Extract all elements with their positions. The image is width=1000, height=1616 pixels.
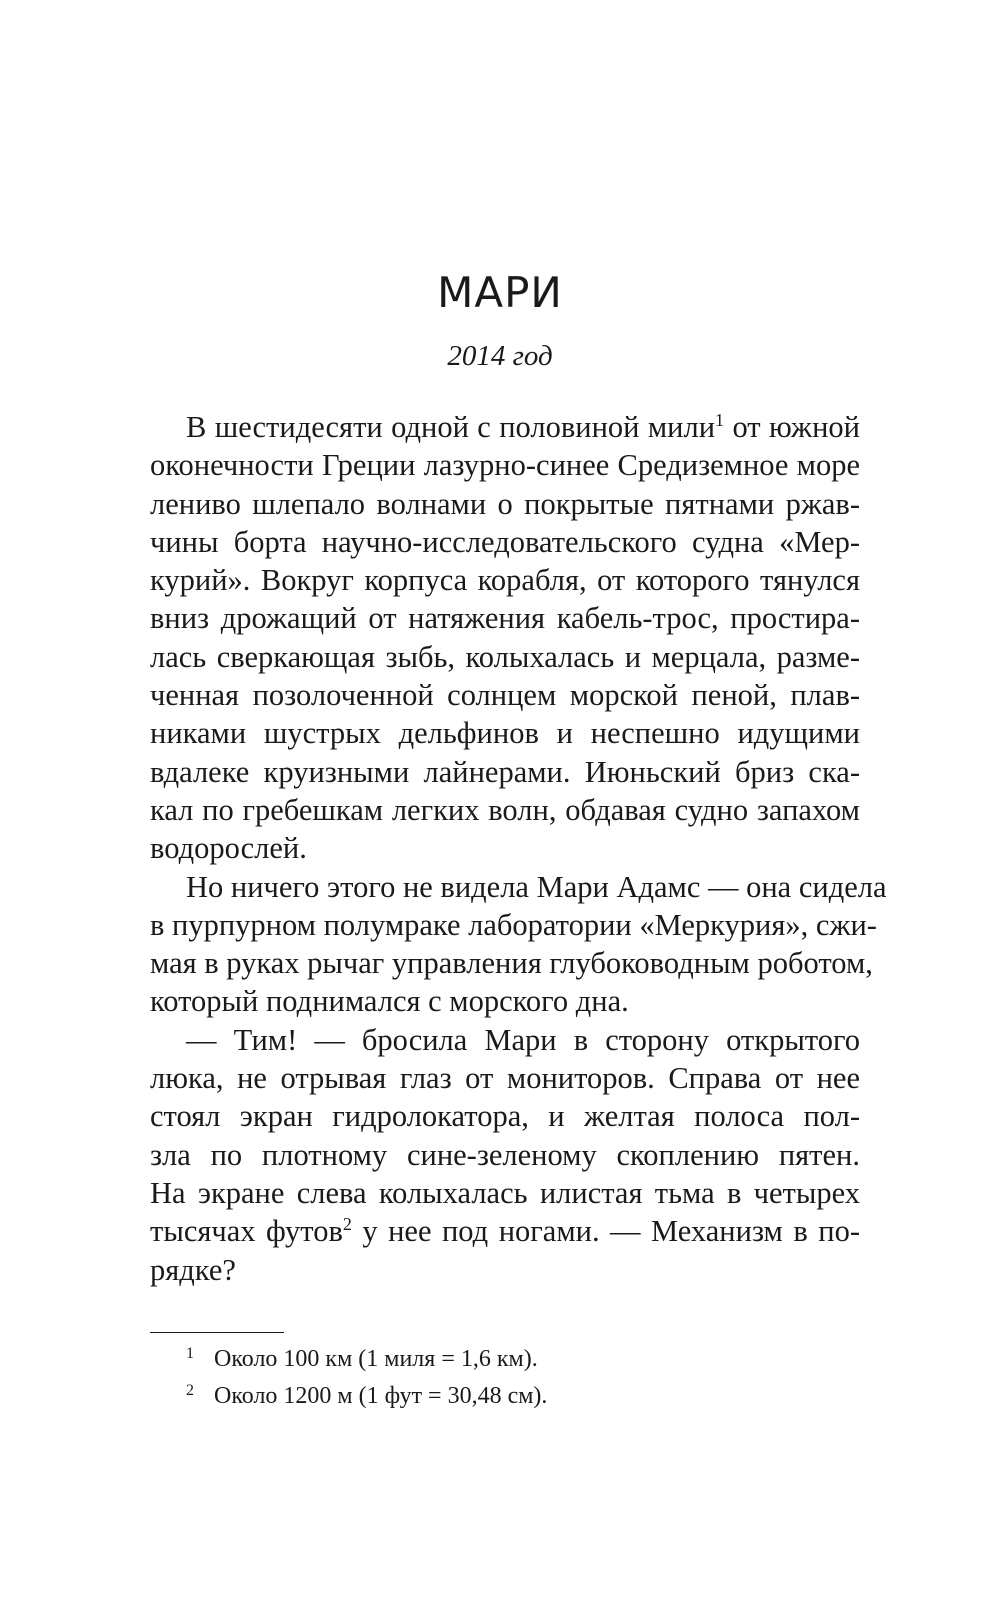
text-line: лениво шлепало волнами о покрытые пятнами ржав- xyxy=(150,486,860,521)
footnote xyxy=(150,1338,860,1375)
footnote-text: Около 100 км (1 миля = 1,6 км). xyxy=(214,1346,538,1372)
text-line: лась сверкающая зыбь, колыхалась и мерцала, разме- xyxy=(150,639,860,674)
footnote-number: 1 xyxy=(186,1345,194,1362)
paragraph xyxy=(150,408,860,868)
footnotes xyxy=(150,1338,860,1412)
text-line: — Тим! — бросила Мари в сторону открытого xyxy=(186,1022,860,1057)
text-line: в пурпурном полумраке лаборатории «Меркурия», сжи- xyxy=(150,907,877,942)
text-line: Но ничего этого не видела Мари Адамс — она сидела xyxy=(186,869,887,904)
footnote-text: Около 1200 м (1 фут = 30,48 см). xyxy=(214,1383,548,1409)
text-line: вниз дрожащий от натяжения кабель-трос, простира- xyxy=(150,601,860,636)
text-line: люка, не отрывая глаз от мониторов. Справа от нее xyxy=(150,1061,860,1096)
text-line: тысячах футов$^2$ у нее под ногами. — Механизм в по- xyxy=(150,1214,860,1249)
footnote-ref[interactable]: 1 xyxy=(715,409,725,430)
chapter-year: 2014 год xyxy=(447,340,553,372)
footnote xyxy=(150,1375,860,1412)
text-line: стоял экран гидролокатора, и желтая полоса пол- xyxy=(150,1099,860,1134)
text-line: мая в руках рычаг управления глубоководным роботом, xyxy=(150,946,873,981)
chapter-title: МАРИ xyxy=(437,268,563,317)
text-line: ченная позолоченной солнцем морской пеной, плав- xyxy=(150,678,860,713)
text-line: который поднимался с морского дна. xyxy=(150,984,629,1019)
footnote-number: 2 xyxy=(186,1382,194,1399)
text-line: оконечности Греции лазурно-синее Средиземное море xyxy=(150,448,860,483)
text-line: чины борта научно-исследовательского судна «Мер- xyxy=(150,524,860,559)
text-line: В шестидесяти одной с половиной мили$^1$ от южной xyxy=(186,409,860,444)
text-line: водорослей. xyxy=(150,831,307,866)
text-line: кал по гребешкам легких волн, обдавая судно запахом xyxy=(150,792,860,827)
footnote-ref[interactable]: 2 xyxy=(342,1214,352,1235)
footnote-divider xyxy=(150,1332,284,1333)
text-line: зла по плотному сине-зеленому скоплению пятен. xyxy=(150,1137,860,1172)
text-line: никами шустрых дельфинов и неспешно идущими xyxy=(150,716,860,751)
text-line: На экране слева колыхалась илистая тьма в четырех xyxy=(150,1175,860,1210)
text-line: рядке? xyxy=(150,1252,236,1287)
body-text xyxy=(150,408,887,1289)
paragraph xyxy=(150,1021,860,1289)
text-line: курий». Вокруг корпуса корабля, от которого тянулся xyxy=(150,563,860,598)
paragraph xyxy=(150,868,887,1021)
text-line: вдалеке круизными лайнерами. Июньский бриз ска- xyxy=(150,754,860,789)
